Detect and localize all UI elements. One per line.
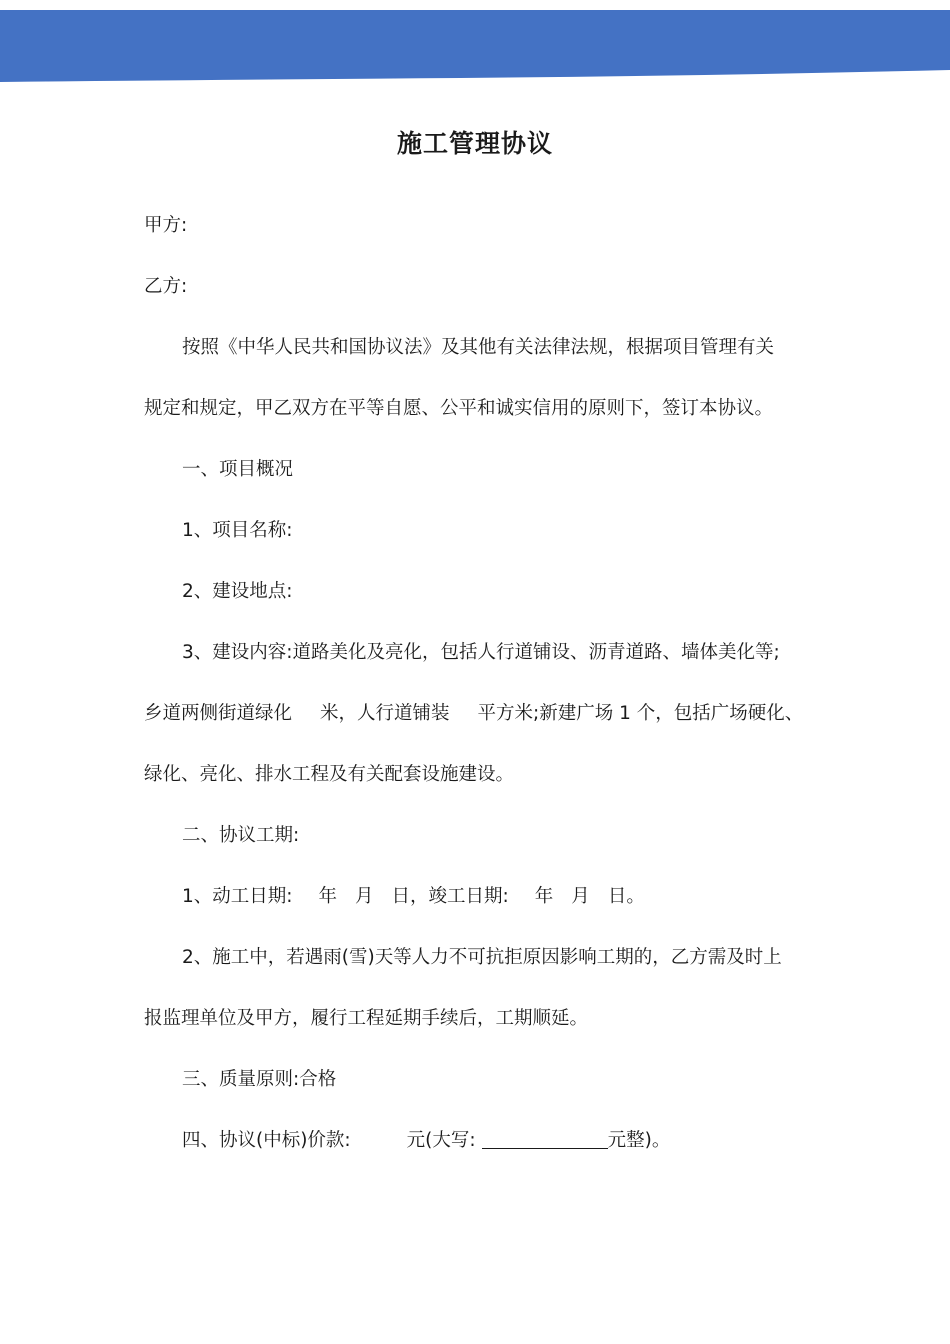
project-location-field: 2、建设地点: xyxy=(182,581,293,602)
start-month: 月 xyxy=(355,886,374,907)
delay-clause-line-1: 2、施工中，若遇雨(雪)天等人力不可抗拒原因影响工期的，乙方需及时上 xyxy=(182,947,782,968)
start-year: 年 xyxy=(318,886,338,907)
price-suffix: 元整)。 xyxy=(607,1130,671,1151)
price-uppercase-label: 元(大写: xyxy=(406,1130,476,1151)
section-2-heading: 二、协议工期: xyxy=(182,825,300,846)
price-label: 四、协议(中标)价款: xyxy=(182,1130,351,1151)
construction-content-line-1: 3、建设内容:道路美化及亮化，包括人行道铺设、沥青道路、墙体美化等; xyxy=(182,642,780,663)
plaza-text: 平方米;新建广场 1 个，包括广场硬化、 xyxy=(477,703,804,724)
preamble-line-1: 按照《中华人民共和国协议法》及其他有关法律法规，根据项目管理有关 xyxy=(182,337,775,358)
party-a-label: 甲方: xyxy=(144,215,188,236)
delay-clause-line-2: 报监理单位及甲方，履行工程延期手续后，工期顺延。 xyxy=(144,1008,589,1029)
header-band xyxy=(0,0,950,90)
end-year: 年 xyxy=(534,886,554,907)
section-3-heading: 三、质量原则:合格 xyxy=(182,1069,337,1090)
construction-content-line-3: 绿化、亮化、排水工程及有关配套设施建设。 xyxy=(144,764,515,785)
sidewalk-text: 米，人行道铺装 xyxy=(320,703,450,724)
price-blank-underline xyxy=(482,1128,608,1149)
party-b-label: 乙方: xyxy=(144,276,188,297)
end-day: 日。 xyxy=(607,886,645,907)
project-name-field: 1、项目名称: xyxy=(182,520,293,541)
greening-text: 乡道两侧街道绿化 xyxy=(144,703,293,724)
preamble-line-2: 规定和规定，甲乙双方在平等自愿、公平和诚实信用的原则下，签订本协议。 xyxy=(144,398,774,419)
end-date-label: 日，竣工日期: xyxy=(391,886,509,907)
end-month: 月 xyxy=(571,886,590,907)
page-title: 施工管理协议 xyxy=(396,129,553,158)
section-1-heading: 一、项目概况 xyxy=(182,459,294,480)
section-4-price-line xyxy=(182,1127,670,1155)
schedule-dates-line xyxy=(182,883,645,911)
start-date-label: 1、动工日期: xyxy=(182,886,293,907)
construction-content-line-2 xyxy=(144,700,803,728)
